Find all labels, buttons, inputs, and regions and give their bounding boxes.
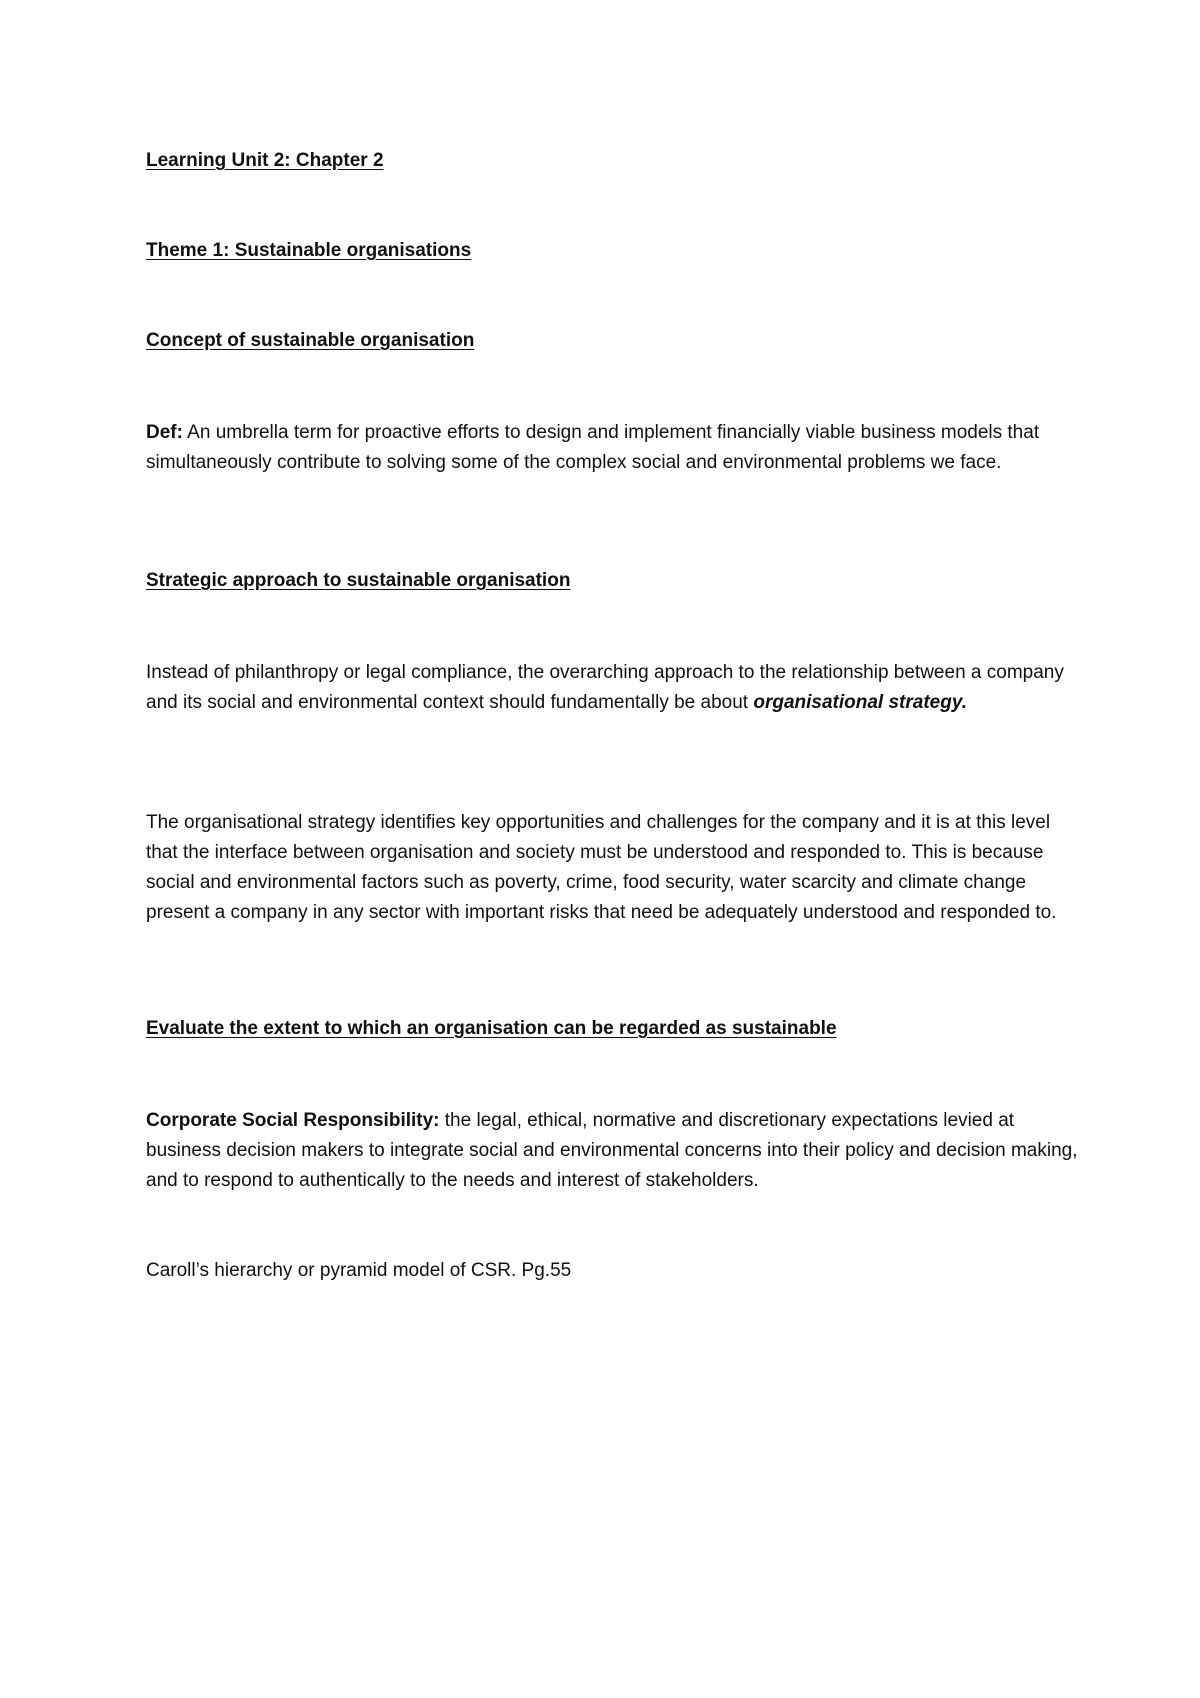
instead-emphasis: organisational strategy. (753, 692, 967, 713)
definition-label: Def: (146, 422, 183, 443)
csr-text: the legal, ethical, normative and discretionary expectations levied at business decision makers to integrate social and environmental concerns into their policy and decision making, and to respond to authentically to the needs and interest of stakeholders. (146, 1110, 1078, 1191)
concept-heading: Concept of sustainable organisation (146, 330, 475, 351)
csr-paragraph (146, 1106, 1086, 1196)
definition-text: An umbrella term for proactive efforts to design and implement financially viable business models that simultaneously contribute to solving some of the complex social and environmental problems we face. (146, 422, 1040, 473)
caroll-line: Caroll’s hierarchy or pyramid model of CSR. Pg.55 (146, 1260, 572, 1281)
org-strategy-paragraph: The organisational strategy identifies key opportunities and challenges for the company and it is at this level that the interface between organisation and society must be understood and responded to. This is because social and environmental factors such as poverty, crime, food security, water scarcity and climate change present a company in any sector with important risks that need be adequately understood and responded to. (146, 812, 1057, 923)
csr-label: Corporate Social Responsibility: (146, 1110, 440, 1131)
strategic-heading: Strategic approach to sustainable organisation (146, 570, 571, 591)
definition-paragraph (146, 418, 1086, 478)
instead-paragraph (146, 658, 1086, 718)
theme-heading: Theme 1: Sustainable organisations (146, 240, 472, 261)
unit-heading: Learning Unit 2: Chapter 2 (146, 150, 384, 171)
evaluate-heading: Evaluate the extent to which an organisation can be regarded as sustainable (146, 1018, 837, 1039)
instead-text: Instead of philanthropy or legal compliance, the overarching approach to the relationship between a company and its social and environmental context should fundamentally be about (146, 662, 1064, 713)
